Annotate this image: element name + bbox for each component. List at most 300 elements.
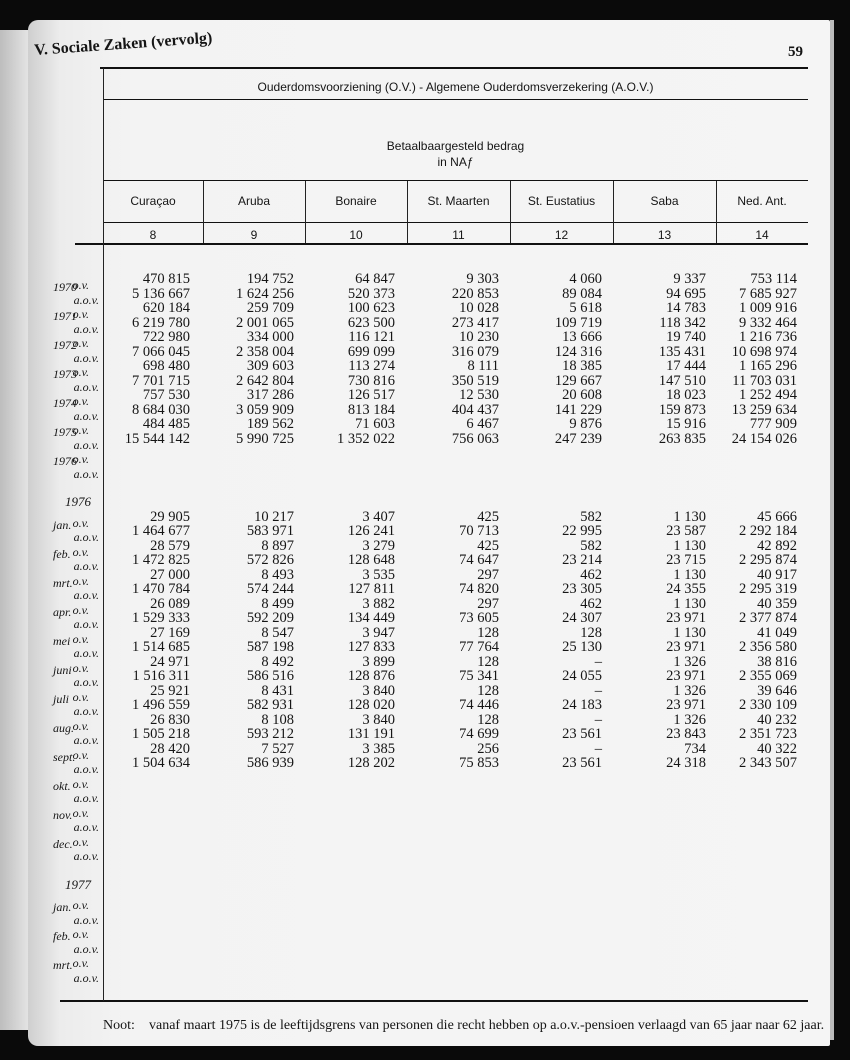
value-cell: 8 431: [261, 682, 294, 699]
value-cell: 15 544 142: [124, 430, 190, 447]
value-cell: 75 853: [459, 755, 499, 771]
value-cell: 128: [580, 624, 602, 641]
value-cell: 128 202: [347, 755, 395, 771]
value-cell: 1 009 916: [739, 300, 797, 316]
value-cell: 27 169: [150, 624, 190, 641]
value-cell: 404 437: [451, 401, 499, 418]
value-cell: 8 499: [261, 595, 294, 612]
value-cell: [613, 843, 716, 858]
value-cell: [407, 800, 510, 815]
value-cell: 8 547: [261, 624, 294, 641]
value-cell: 1 326: [673, 653, 706, 670]
value-cell: [203, 965, 305, 980]
value-cell: 17 444: [666, 358, 706, 374]
value-cell: 263 835: [658, 430, 706, 447]
value-cell: 23 715: [666, 552, 706, 568]
value-cell: [716, 785, 808, 800]
period-label: 1975: [53, 425, 77, 439]
type-label: o.v.: [72, 660, 89, 675]
value-cell: 1 216 736: [739, 329, 797, 345]
value-cell: [305, 785, 407, 800]
value-cell: 2 358 004: [236, 343, 294, 360]
value-cell: 8 111: [467, 358, 499, 374]
value-cell: 334 000: [246, 329, 294, 345]
value-cell: [510, 950, 613, 965]
table-row: [53, 950, 808, 972]
value-cell: 127 833: [347, 639, 395, 655]
value-cell: [305, 950, 407, 965]
type-label: o.v.: [72, 365, 89, 379]
column-number: 14: [755, 228, 769, 242]
value-cell: 756 063: [451, 430, 499, 447]
value-cell: 128: [477, 682, 499, 699]
value-cell: 109 719: [554, 314, 602, 331]
value-cell: 24 183: [562, 697, 602, 713]
row-label: [53, 771, 103, 793]
value-cell: 6 219 780: [132, 314, 190, 331]
value-cell: 40 322: [757, 740, 797, 757]
value-cell: 462: [580, 566, 602, 583]
value-cell: 2 642 804: [236, 372, 294, 389]
row-label: [55, 403, 103, 423]
period-label: mrt.: [53, 575, 73, 590]
value-cell: 1 130: [673, 624, 706, 641]
value-cell: [305, 907, 407, 922]
value-cell: 74 446: [459, 697, 499, 713]
value-cell: [407, 461, 510, 476]
value-cell: 147 510: [658, 372, 706, 389]
value-cell: 582 931: [246, 697, 294, 713]
value-cell: 7 066 045: [132, 343, 190, 360]
value-cell: 129 667: [554, 372, 602, 389]
value-cell: 19 740: [666, 329, 706, 345]
type-label: o.v.: [72, 747, 89, 762]
type-label: o.v.: [72, 515, 89, 530]
previous-page-edge: [0, 30, 30, 1030]
value-cell: [407, 785, 510, 800]
value-cell: 2 295 319: [739, 581, 797, 597]
value-cell: [103, 843, 203, 858]
value-cell: 70 713: [459, 523, 499, 539]
row-label: [53, 359, 103, 381]
value-cell: 71 603: [355, 416, 395, 432]
value-cell: 2 356 580: [739, 639, 797, 655]
value-cell: 2 295 874: [739, 552, 797, 568]
value-cell: [716, 829, 808, 844]
value-cell: [613, 814, 716, 829]
value-cell: 297: [477, 566, 499, 583]
value-cell: 23 971: [666, 697, 706, 713]
value-cell: 592 209: [246, 610, 294, 626]
value-cell: 7 527: [261, 740, 294, 757]
value-cell: [407, 843, 510, 858]
value-cell: 9 303: [466, 271, 499, 287]
value-cell: 247 239: [554, 430, 602, 447]
column-header: Saba: [650, 194, 679, 208]
row-label: [53, 892, 103, 914]
value-cell: 309 603: [246, 358, 294, 374]
value-cell: 15 916: [666, 416, 706, 432]
type-label: o.v.: [72, 689, 89, 704]
value-cell: 3 840: [362, 682, 395, 699]
value-cell: 41 049: [757, 624, 797, 641]
value-cell: 2 355 069: [739, 668, 797, 684]
value-cell: [510, 785, 613, 800]
value-cell: 73 605: [459, 610, 499, 626]
period-label: 1973: [53, 367, 77, 381]
value-cell: 128: [477, 653, 499, 670]
row-label: [53, 597, 103, 619]
type-label: a.o.v.: [73, 350, 99, 365]
value-cell: 1 624 256: [236, 285, 294, 302]
value-cell: 1 326: [673, 711, 706, 728]
table-row: [55, 907, 808, 927]
type-label: a.o.v.: [73, 379, 99, 394]
value-cell: 13 666: [562, 329, 602, 345]
value-cell: 620 184: [142, 300, 190, 316]
value-cell: [510, 461, 613, 476]
value-cell: [407, 950, 510, 965]
value-cell: 2 351 723: [739, 726, 797, 742]
value-cell: 116 121: [348, 329, 395, 345]
type-label: o.v.: [72, 544, 89, 559]
value-cell: 24 318: [666, 755, 706, 771]
period-label: apr.: [53, 604, 72, 619]
value-cell: 40 359: [757, 595, 797, 612]
value-cell: 159 873: [658, 401, 706, 418]
value-cell: 273 417: [451, 314, 499, 331]
value-cell: 18 023: [666, 387, 706, 403]
value-cell: [510, 446, 613, 461]
row-label: [55, 461, 103, 481]
value-cell: 1 505 218: [132, 726, 190, 742]
table-subheading: [103, 138, 808, 170]
period-label: okt.: [53, 778, 71, 793]
period-label: sept.: [53, 749, 76, 764]
period-label: mei: [53, 633, 71, 648]
value-cell: [103, 921, 203, 936]
value-cell: 734: [684, 740, 706, 757]
value-cell: 124 316: [554, 343, 602, 360]
value-cell: 3 882: [362, 595, 395, 612]
value-cell: [716, 950, 808, 965]
value-cell: [613, 800, 716, 815]
row-label: [53, 713, 103, 735]
column-header: Curaçao: [130, 194, 176, 208]
value-cell: 141 229: [554, 401, 602, 418]
value-cell: [305, 921, 407, 936]
period-label: dec.: [53, 836, 73, 851]
table-row: [53, 800, 808, 822]
value-cell: 1 352 022: [337, 430, 395, 447]
row-label: [55, 698, 103, 718]
row-label: [55, 640, 103, 660]
value-cell: [510, 814, 613, 829]
value-cell: 74 647: [459, 552, 499, 568]
value-cell: [510, 892, 613, 907]
value-cell: 8 897: [261, 537, 294, 554]
value-cell: 1 326: [673, 682, 706, 699]
value-cell: 28 420: [150, 740, 190, 757]
value-cell: [103, 461, 203, 476]
value-cell: [407, 829, 510, 844]
period-label: 1971: [53, 309, 77, 323]
table-row: [55, 843, 808, 863]
column-header: St. Maarten: [427, 194, 490, 208]
value-cell: [716, 814, 808, 829]
row-label: [55, 756, 103, 776]
colhead-rule: [103, 222, 808, 223]
value-cell: [305, 446, 407, 461]
period-label: mrt.: [53, 958, 73, 972]
value-cell: 23 214: [562, 552, 602, 568]
value-cell: 484 485: [142, 416, 190, 432]
value-cell: 23 971: [666, 668, 706, 684]
value-cell: 1 472 825: [132, 552, 190, 568]
type-label: o.v.: [72, 423, 89, 437]
value-cell: [305, 892, 407, 907]
value-cell: 38 816: [757, 653, 797, 670]
row-label: [55, 907, 103, 927]
value-cell: 1 252 494: [739, 387, 797, 403]
value-cell: 220 853: [451, 285, 499, 302]
value-cell: 10 217: [254, 508, 294, 525]
value-cell: 593 212: [246, 726, 294, 742]
column-number: 10: [349, 228, 363, 242]
value-cell: 520 373: [347, 285, 395, 302]
type-label: a.o.v.: [73, 820, 99, 834]
type-label: a.o.v.: [73, 646, 99, 660]
value-cell: [103, 829, 203, 844]
period-label: juli: [53, 691, 70, 706]
value-cell: 12 530: [459, 387, 499, 403]
value-cell: [510, 800, 613, 815]
value-cell: 698 480: [142, 358, 190, 374]
row-label: [53, 950, 103, 972]
column-header: Ned. Ant.: [737, 194, 787, 208]
value-cell: 1 130: [673, 508, 706, 525]
value-cell: [103, 936, 203, 951]
period-label: aug.: [53, 720, 74, 735]
value-cell: [305, 814, 407, 829]
value-cell: 1 504 634: [132, 755, 190, 771]
value-cell: 425: [477, 537, 499, 554]
value-cell: 753 114: [750, 271, 797, 287]
column-header: Aruba: [237, 194, 271, 208]
value-cell: 128 648: [347, 552, 395, 568]
value-cell: [203, 446, 305, 461]
value-cell: 127 811: [348, 581, 395, 597]
column-number: 11: [452, 228, 465, 242]
value-cell: 45 666: [757, 508, 797, 525]
value-cell: 1 516 311: [132, 668, 190, 684]
period-label: feb.: [53, 546, 71, 561]
value-cell: 3 535: [362, 566, 395, 583]
value-cell: 27 000: [150, 566, 190, 583]
value-cell: [203, 829, 305, 844]
value-cell: 316 079: [451, 343, 499, 360]
row-label: [55, 965, 103, 985]
value-cell: 6 467: [466, 416, 499, 432]
value-cell: 462: [580, 595, 602, 612]
value-cell: [203, 461, 305, 476]
type-label: o.v.: [72, 898, 89, 912]
type-label: a.o.v.: [73, 437, 99, 452]
title-rule: [103, 99, 808, 100]
subheading-line: in NAƒ: [437, 155, 474, 169]
type-label: a.o.v.: [73, 466, 99, 481]
value-cell: 2 001 065: [236, 314, 294, 331]
value-cell: 1 464 677: [132, 523, 190, 539]
value-cell: 583 971: [246, 523, 294, 539]
column-number: 13: [657, 228, 672, 242]
value-cell: 20 608: [562, 387, 602, 403]
value-cell: 623 500: [347, 314, 395, 331]
value-cell: 5 618: [569, 300, 602, 316]
value-cell: [305, 936, 407, 951]
value-cell: 8 108: [261, 711, 294, 728]
value-cell: 3 899: [362, 653, 395, 670]
value-cell: 18 385: [562, 358, 602, 374]
column-divider: [510, 181, 511, 243]
value-cell: 131 191: [347, 726, 395, 742]
section-title: V. Sociale Zaken (vervolg): [33, 29, 213, 60]
value-cell: [716, 771, 808, 786]
value-cell: 74 699: [459, 726, 499, 742]
type-label: o.v.: [72, 278, 89, 292]
value-cell: 24 971: [150, 653, 190, 670]
value-cell: [510, 907, 613, 922]
value-cell: 23 971: [666, 610, 706, 626]
period-label: jan.: [53, 900, 72, 914]
type-label: a.o.v.: [73, 675, 99, 689]
value-cell: 586 516: [246, 668, 294, 684]
table-body: [53, 271, 808, 985]
value-cell: 350 519: [451, 372, 499, 389]
type-label: a.o.v.: [73, 559, 99, 573]
value-cell: 94 695: [666, 285, 706, 302]
value-cell: 40 917: [757, 566, 797, 583]
type-label: o.v.: [72, 956, 89, 970]
value-cell: 3 840: [362, 711, 395, 728]
row-label: [53, 539, 103, 561]
type-label: a.o.v.: [73, 292, 99, 307]
value-cell: 1 529 333: [132, 610, 190, 626]
header-bottom-rule: [75, 243, 808, 245]
value-cell: [613, 907, 716, 922]
value-cell: 77 764: [459, 639, 499, 655]
value-cell: [203, 800, 305, 815]
value-cell: 722 980: [142, 329, 190, 345]
type-label: o.v.: [72, 834, 89, 849]
value-cell: [103, 785, 203, 800]
value-cell: [203, 921, 305, 936]
value-cell: [203, 936, 305, 951]
period-label: nov.: [53, 807, 73, 822]
table-row: [55, 965, 808, 985]
value-cell: –: [594, 653, 602, 670]
row-label: [55, 814, 103, 834]
value-cell: 699 099: [347, 343, 395, 360]
value-cell: 9 337: [673, 271, 706, 287]
value-cell: 10 028: [459, 300, 499, 316]
value-cell: 425: [477, 508, 499, 525]
row-label: [55, 432, 103, 452]
row-label: [55, 316, 103, 336]
type-label: a.o.v.: [73, 704, 99, 718]
row-label: [53, 829, 103, 851]
value-cell: 7 685 927: [739, 285, 797, 302]
value-cell: 587 198: [246, 639, 294, 655]
value-cell: 23 561: [562, 755, 602, 771]
row-label: [53, 417, 103, 439]
value-cell: 2 292 184: [739, 523, 797, 539]
value-cell: 3 947: [362, 624, 395, 641]
type-label: a.o.v.: [73, 912, 99, 927]
value-cell: 128: [477, 624, 499, 641]
value-cell: 128 876: [347, 668, 395, 684]
type-label: o.v.: [72, 573, 89, 588]
type-label: o.v.: [72, 805, 89, 820]
type-label: a.o.v.: [73, 791, 99, 805]
column-header: Bonaire: [335, 194, 377, 208]
type-label: o.v.: [72, 602, 89, 617]
type-label: a.o.v.: [73, 530, 99, 544]
value-cell: [407, 921, 510, 936]
value-cell: 26 830: [150, 711, 190, 728]
value-cell: [407, 965, 510, 980]
value-cell: 574 244: [246, 581, 294, 597]
table-row: [55, 785, 808, 805]
value-cell: 100 623: [347, 300, 395, 316]
row-label: [55, 727, 103, 747]
section-heading: 1976: [65, 494, 91, 509]
table-title: Ouderdomsvoorziening (O.V.) - Algemene Ouderdomsverzekering (A.O.V.): [257, 80, 654, 94]
type-label: o.v.: [72, 394, 89, 408]
value-cell: 23 843: [666, 726, 706, 742]
value-cell: 23 305: [562, 581, 602, 597]
type-label: a.o.v.: [73, 408, 99, 423]
value-cell: 317 286: [246, 387, 294, 403]
value-cell: 118 342: [659, 314, 706, 331]
value-cell: 8 492: [261, 653, 294, 670]
type-label: a.o.v.: [73, 970, 99, 985]
value-cell: [716, 936, 808, 951]
value-cell: [203, 771, 305, 786]
row-label: [53, 921, 103, 943]
value-cell: [203, 892, 305, 907]
value-cell: 5 136 667: [132, 285, 190, 302]
row-label: [55, 611, 103, 631]
value-cell: 8 493: [261, 566, 294, 583]
table-row: [55, 936, 808, 956]
value-cell: 25 130: [562, 639, 602, 655]
type-label: a.o.v.: [73, 617, 99, 631]
page-edge: [830, 20, 834, 1040]
column-divider: [613, 181, 614, 243]
value-cell: [716, 892, 808, 907]
value-cell: 126 241: [347, 523, 395, 539]
value-cell: 89 084: [562, 285, 602, 302]
value-cell: [510, 921, 613, 936]
period-label: feb.: [53, 929, 71, 943]
type-label: a.o.v.: [73, 941, 99, 956]
page-number: 59: [788, 44, 803, 60]
value-cell: 10 698 974: [731, 343, 797, 360]
value-cell: [407, 771, 510, 786]
value-cell: [510, 965, 613, 980]
table-row: [53, 771, 808, 793]
